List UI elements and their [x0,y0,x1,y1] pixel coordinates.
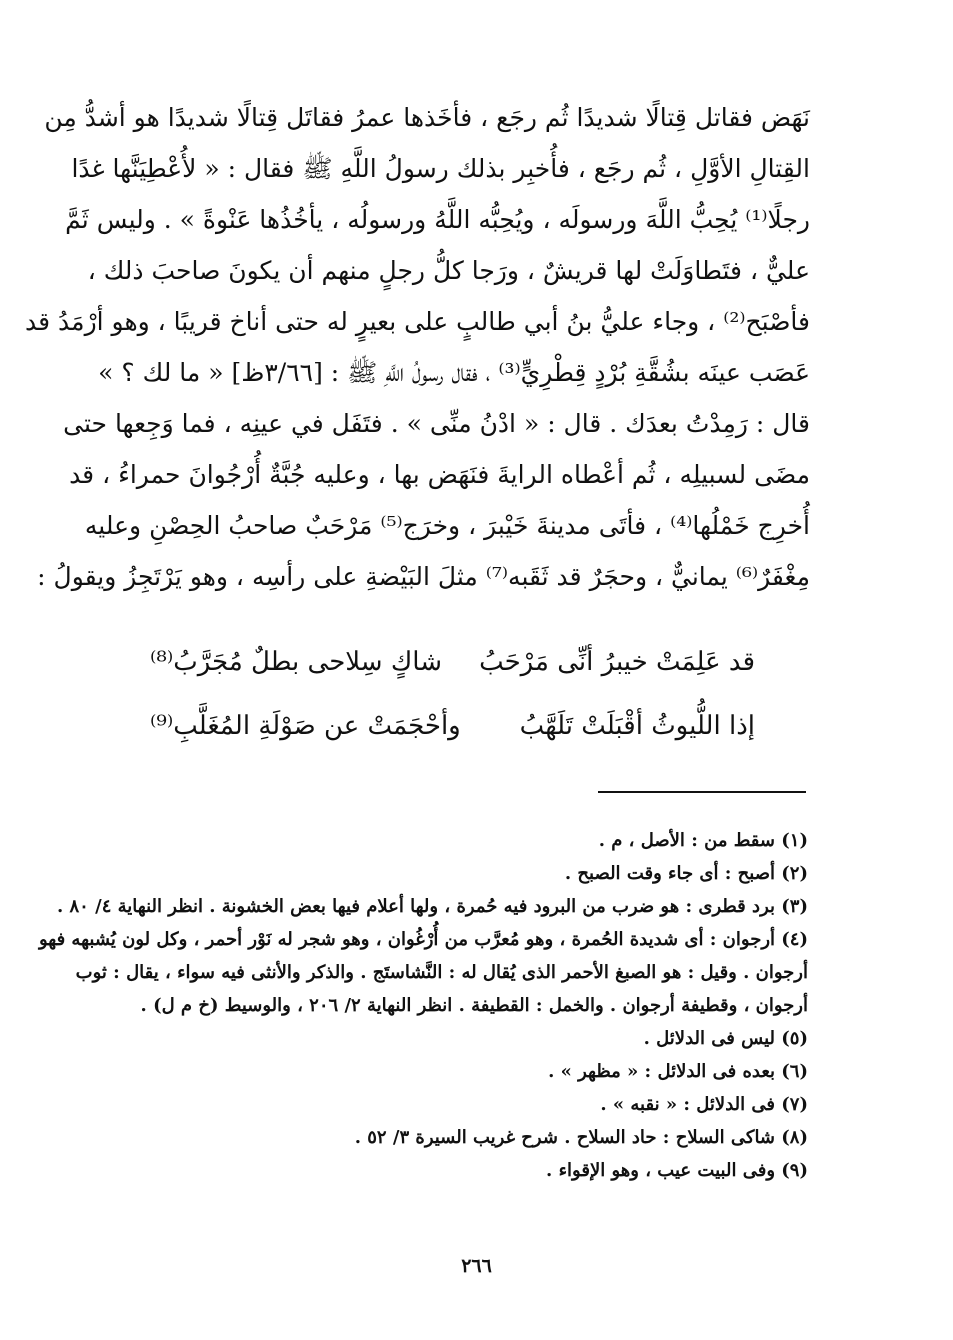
body-line-2: القِتالِ الأوَّلِ ، ثُم رجَع ، فأُخبِر بذلك رسولُ اللَّهِ ﷺ فقال : « لأُعْطِيَنَّها غدًا [71,154,810,183]
body-line-8: مضَى لسبيلِه ، ثُم أعْطاه الرايةَ فنَهَض بها ، وعليه جُبَّةٌ أُرْجُوانَ حمراءُ ، قد [69,460,810,489]
footnote-4-line-3: أرجوان ، وقطيفة أرجوان . والخمل : القطيفة . انظر النهاية ٢/ ٢٠٦ ، والوسيط (خ م ل) . [140,995,808,1016]
body-line-9: أُخرِج خَمْلُها⁽⁴⁾ ، فأتَى مدينةَ خَيْبرَ ، وخرَج⁽⁵⁾ مَرْحَبٌ صاحبُ الحِصْنِ وعليه [84,511,810,540]
verse-2-first-hemistich: إذا اللُّيوثُ أقْبَلَتْ تَلَهَّبُ [519,711,755,741]
verse-1-first-hemistich: قد عَلِمَتْ خيبرُ أنِّى مَرْحَبُ [479,647,755,677]
footnote-3: (٣) برد قطرى : هو ضرب من البرود فيه حُمرة ، ولها أعلام فيها بعض الخشونة . انظر النهاية ٤/ ٨٠ . [56,896,808,917]
body-line-5: فأصْبَح⁽²⁾ ، وجاء عليُّ بنُ أبي طالبٍ على بعيرٍ له حتى أناخ قريبًا ، وهو أرْمَدُ قد [25,307,810,336]
verse-2-second-hemistich: وأحْجَمَتْ عن صَوْلَةِ المُغَلَّبِ⁽⁹⁾ [150,711,461,741]
footnote-1: (١) سقط من : الأصل ، م . [598,830,808,851]
verse-1 [150,636,755,688]
body-line-10: مِغْفَرٌ⁽⁶⁾ يمانيٌّ ، وحجَرٌ قد ثَقَبه⁽⁷⁾ مثلَ البَيْضةِ على رأسِه ، وهو يَرْتَجِزُ ويقولُ : [37,562,810,591]
footnote-divider [598,791,806,793]
page-number: ٢٦٦ [461,1255,492,1277]
footnote-8: (٨) شاكى السلاح : حاد السلاح . شرح غريب السيرة ٣/ ٥٢ . [354,1127,808,1148]
footnote-5: (٥) ليس فى الدلائل . [643,1028,808,1049]
verse-1-second-hemistich: شاكٍ سِلاحى بطلٌ مُجَرَّبُ⁽⁸⁾ [150,647,442,677]
body-line-3: رجلًا⁽¹⁾ يُحِبُّ اللَّهَ ورسولَه ، ويُحِبُّه اللَّهُ ورسولُه ، يأخُذُها عَنْوةً » . وليس ثَمَّ [65,205,810,234]
footnote-6: (٦) بعده فى الدلائل : « مظهر » . [548,1061,808,1082]
body-line-7: قال : رَمِدْتُ بعدَك . قال : « ادْنُ منِّى » . فتَفَل في عينِه ، فما وَجِعها حتى [63,409,810,438]
footnote-2: (٢) أصبح : أى جاء وقت الصبح . [564,863,808,884]
footnotes [38,824,808,1187]
body-line-4: عليٌّ ، فتَطاوَلَتْ لها قريشٌ ، ورَجا كلُّ رجلٍ منهم أن يكونَ صاحبَ ذلك ، [87,256,810,285]
body-line-1: نَهَض فقاتل قِتالًا شديدًا ثُم رجَع ، فأخَذها عمرُ فقاتَل قِتالًا شديدًا هو أشدُّ مِن [44,103,810,132]
body-line-6: عَصَب عينَه بشُقَّةِ بُرْدٍ قِطْرِيٍّ⁽³⁾ ، فقال رسولُ اللَّهِ ﷺ : [٣/٦٦ظ] « ما لك ؟ » [98,358,810,387]
main-text [25,92,810,602]
footnote-4-line-2: أرجوان . وقيل : هو الصبغ الأحمر الذى يُقال له : النَّشاستَج . والذكر والأنثى فيه سواء ، يقال : ثوب [75,962,808,983]
footnote-4-line-1: (٤) أرجوان : أى شديدة الحُمرة ، وهو مُعرَّب من أُرْغُوان ، وهو شجر له نَوْر أحمر ، وكل لون يُشبهه فهو [38,929,808,950]
footnote-7: (٧) فى الدلائل : « نقبه » . [600,1094,808,1115]
footnote-9: (٩) وفى البيت عيب ، وهو الإقواء . [546,1160,808,1181]
verse-2 [150,700,755,752]
